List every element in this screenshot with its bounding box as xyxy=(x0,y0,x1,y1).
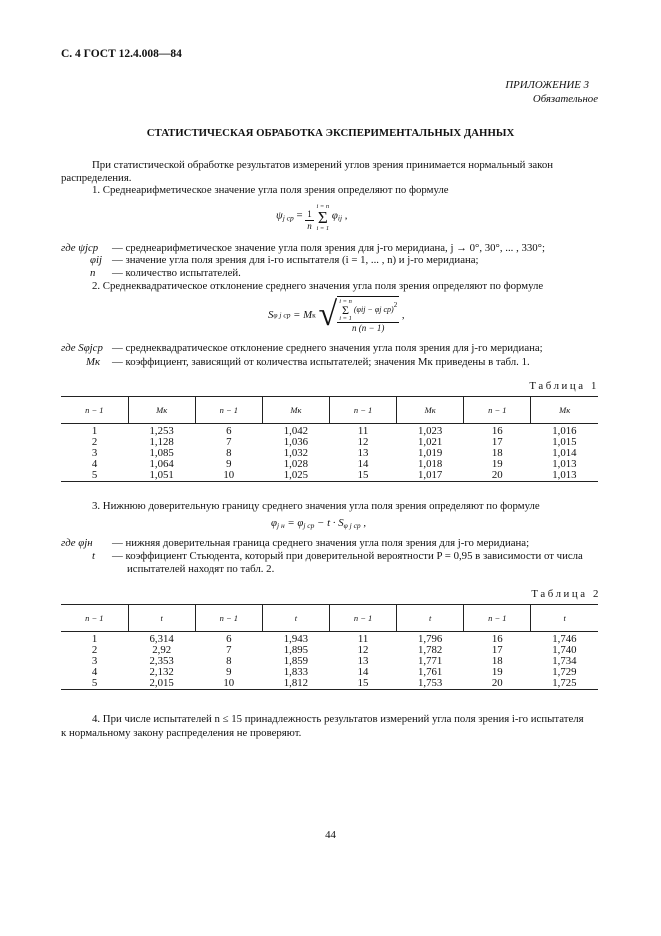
table-cell: 1,085 xyxy=(149,447,174,459)
table-cell: 1,036 xyxy=(283,436,309,448)
table-cell: 1,025 xyxy=(262,470,329,482)
where-symbol: φij xyxy=(90,254,102,266)
table-header-row xyxy=(61,605,598,632)
where-desc: значение угла поля зрения для i-го испытателя (i = 1, ... , n) и j-го меридиана; xyxy=(125,254,479,266)
table-cell: 2 xyxy=(91,644,98,656)
item-3-where-3 xyxy=(127,563,274,575)
table-row xyxy=(61,448,598,459)
table-row xyxy=(61,437,598,448)
where-symbol: n xyxy=(90,267,96,279)
table-cell: 6 xyxy=(226,633,232,645)
where-dash: — xyxy=(112,267,123,279)
table-cell: 8 xyxy=(226,655,232,667)
table-cell: 1,016 xyxy=(552,425,577,437)
table-header-cell: Mк xyxy=(531,397,598,424)
table-cell: 13 xyxy=(357,447,369,459)
table-cell: 6 xyxy=(226,425,232,437)
table-cell: 18 xyxy=(491,655,503,667)
table-header-cell: n − 1 xyxy=(330,397,397,424)
table-row xyxy=(61,645,598,656)
table-cell: 1,895 xyxy=(283,644,309,656)
where-desc: испытателей находят по табл. 2. xyxy=(127,563,275,575)
table-row xyxy=(61,632,598,646)
table-cell: 1,015 xyxy=(552,436,577,448)
formula-std-denominator: n (n − 1) xyxy=(352,323,385,333)
table-cell: 17 xyxy=(491,644,503,656)
table-cell: 1,023 xyxy=(418,425,443,437)
table-header-cell: Mк xyxy=(397,397,464,424)
item-3-where-1 xyxy=(61,537,529,549)
table-cell: 4 xyxy=(91,666,98,678)
table-row xyxy=(61,424,598,438)
table-cell: 20 xyxy=(464,470,531,482)
formula-mean-frac-num: 1 xyxy=(307,208,312,219)
item-3-where-2 xyxy=(92,550,583,562)
table-header-cell: n − 1 xyxy=(195,397,262,424)
item-4-line-1: 4. При числе испытателей n ≤ 15 принадлежность результатов измерений угла поля зрения i-го испытателя xyxy=(92,713,584,725)
table-header-cell: t xyxy=(128,605,195,632)
table-cell: 16 xyxy=(491,633,503,645)
table-1-caption: Таблица 1 xyxy=(529,380,599,392)
formula-mean-frac-den: n xyxy=(307,220,312,231)
formula-lb-eq: = φ xyxy=(287,517,304,529)
item-2-where-2 xyxy=(86,356,530,368)
table-cell: 1,021 xyxy=(418,436,443,448)
table-cell: 7 xyxy=(226,644,232,656)
where-symbol: где ψjср xyxy=(61,242,99,254)
where-symbol: Mк xyxy=(86,356,101,368)
intro-line-1: При статистической обработке результатов измерений углов зрения принимается нормальный закон xyxy=(92,159,554,171)
table-cell: 1,064 xyxy=(149,458,174,470)
table-cell: 1,032 xyxy=(283,447,309,459)
formula-mean-term-sub: ij xyxy=(337,213,343,223)
page-reference: С. 4 ГОСТ 12.4.008—84 xyxy=(61,48,182,60)
formula-lower-bound xyxy=(271,517,366,530)
table-header-cell: t xyxy=(531,605,598,632)
where-desc: нижняя доверительная граница среднего значения угла поля зрения для j-го меридиана; xyxy=(125,537,530,549)
table-row xyxy=(61,470,598,482)
table-cell: 1,943 xyxy=(283,633,309,645)
table-header-cell: n − 1 xyxy=(330,605,397,632)
table-header-cell: n − 1 xyxy=(61,397,128,424)
formula-lb-s-sub: φ j ср xyxy=(343,521,361,530)
table-cell: 1,753 xyxy=(397,678,464,690)
where-desc: количество испытателей. xyxy=(125,267,241,279)
table-cell: 16 xyxy=(491,425,503,437)
where-dash: — xyxy=(112,342,123,354)
table-cell: 3 xyxy=(91,655,98,667)
table-header-cell: t xyxy=(262,605,329,632)
formula-std-lhs: S xyxy=(268,309,274,321)
table-cell: 1,253 xyxy=(149,425,174,437)
table-cell: 1,019 xyxy=(418,447,443,459)
table-cell: 1,761 xyxy=(418,666,443,678)
where-dash: — xyxy=(112,550,123,562)
table-cell: 1,859 xyxy=(283,655,309,667)
formula-mean-sum-sign: Σ xyxy=(317,208,328,227)
formula-mean-sum-bottom: i = 1 xyxy=(316,225,330,232)
where-desc: среднеквадратическое отклонение среднего значения угла поля зрения для j-го меридиана; xyxy=(125,342,543,354)
table-cell: 1,771 xyxy=(418,655,443,667)
where-symbol: t xyxy=(92,550,95,562)
table-cell: 1,729 xyxy=(552,666,577,678)
table-cell: 10 xyxy=(195,470,262,482)
where-dash: — xyxy=(112,537,123,549)
where-symbol: где Sφjср xyxy=(61,342,103,354)
table-cell: 2,132 xyxy=(149,666,174,678)
table-cell: 6,314 xyxy=(149,633,174,645)
table-cell: 4 xyxy=(91,458,98,470)
table-cell: 5 xyxy=(61,470,128,482)
table-cell: 13 xyxy=(357,655,369,667)
table-cell: 1,128 xyxy=(149,436,174,448)
table-cell: 2,015 xyxy=(128,678,195,690)
table-cell: 1,017 xyxy=(397,470,464,482)
table-header-cell: n − 1 xyxy=(464,397,531,424)
table-cell: 2,92 xyxy=(152,644,172,656)
where-dash: — xyxy=(112,254,123,266)
table-cell: 10 xyxy=(195,678,262,690)
formula-std-eq: = M xyxy=(293,309,313,321)
formula-lb-minus: − t · xyxy=(317,517,336,529)
table-cell: 12 xyxy=(357,644,369,656)
table-cell: 19 xyxy=(491,666,503,678)
where-desc: коэффициент Стьюдента, который при доверительной вероятности P = 0,95 в зависимости от числа xyxy=(125,550,583,562)
table-cell: 1,013 xyxy=(531,470,598,482)
table-row xyxy=(61,678,598,690)
table-cell: 1,725 xyxy=(531,678,598,690)
table-header-cell: n − 1 xyxy=(61,605,128,632)
table-cell: 8 xyxy=(226,447,232,459)
formula-lb-rhs-sub: j ср xyxy=(303,521,315,530)
table-cell: 20 xyxy=(464,678,531,690)
table-cell: 1,812 xyxy=(262,678,329,690)
appendix-label: ПРИЛОЖЕНИЕ 3 xyxy=(505,79,589,91)
table-cell: 3 xyxy=(91,447,98,459)
table-2-caption: Таблица 2 xyxy=(531,588,601,600)
where-dash: — xyxy=(112,242,123,254)
table-header-cell: n − 1 xyxy=(464,605,531,632)
table-cell: 19 xyxy=(491,458,503,470)
page-number: 44 xyxy=(325,829,336,841)
table-row xyxy=(61,656,598,667)
table-1 xyxy=(61,396,598,482)
item-1-where-3 xyxy=(90,267,241,279)
formula-mean-lhs-sub: j ср xyxy=(282,213,294,223)
table-cell: 2,353 xyxy=(149,655,174,667)
table-cell: 14 xyxy=(357,458,369,470)
table-cell: 12 xyxy=(357,436,369,448)
table-cell: 5 xyxy=(61,678,128,690)
where-desc: коэффициент, зависящий от количества испытателей; значения Mк приведены в табл. 1. xyxy=(125,356,530,368)
where-dash: — xyxy=(112,356,123,368)
formula-std-numerator: (φij − φj ср) xyxy=(353,304,394,314)
formula-mean-term: φ xyxy=(331,209,338,222)
table-cell: 14 xyxy=(357,666,369,678)
table-cell: 1,796 xyxy=(418,633,443,645)
table-cell: 1,014 xyxy=(552,447,577,459)
table-header-cell: n − 1 xyxy=(195,605,262,632)
table-cell: 1 xyxy=(91,633,98,645)
table-cell: 1,028 xyxy=(283,458,309,470)
table-cell: 1,782 xyxy=(418,644,443,656)
where-desc: среднеарифметическое значение угла поля зрения для j-го меридиана, j → 0°, 30°, ... , 330°; xyxy=(125,242,545,254)
formula-std-sum-top: i = n xyxy=(339,298,352,305)
formula-lb-s: S xyxy=(338,517,344,529)
table-cell: 1,833 xyxy=(283,666,309,678)
intro-line-2: распределения. xyxy=(61,172,132,184)
formula-std-numerator-sup: 2 xyxy=(393,300,398,309)
table-cell: 1,746 xyxy=(552,633,577,645)
table-cell: 1,734 xyxy=(552,655,577,667)
table-header-cell: Mк xyxy=(128,397,195,424)
formula-std-m-sub: к xyxy=(312,310,316,320)
formula-mean-tail: , xyxy=(344,209,348,222)
table-cell: 1,051 xyxy=(128,470,195,482)
formula-mean xyxy=(276,199,347,233)
table-row xyxy=(61,459,598,470)
table-header-cell: t xyxy=(397,605,464,632)
table-cell: 1,042 xyxy=(283,425,309,437)
table-cell: 15 xyxy=(330,470,397,482)
formula-mean-eq: = xyxy=(296,209,303,222)
formula-lb-lhs: φ xyxy=(271,517,277,529)
item-4-line-2: к нормальному закону распределения не проверяют. xyxy=(61,727,302,739)
table-header-cell: Mк xyxy=(262,397,329,424)
formula-std-sum-sign: Σ xyxy=(342,303,350,317)
table-cell: 1,018 xyxy=(418,458,443,470)
table-header-row xyxy=(61,397,598,424)
table-cell: 11 xyxy=(357,425,369,437)
table-cell: 9 xyxy=(226,458,232,470)
item-2-text: 2. Среднеквадратическое отклонение среднего значения угла поля зрения определяют по формуле xyxy=(92,280,544,292)
formula-std-sum-bottom: i = 1 xyxy=(339,315,352,322)
item-2-where-1 xyxy=(61,342,543,354)
table-cell: 1 xyxy=(91,425,98,437)
table-cell: 1,013 xyxy=(552,458,577,470)
item-1-where-1 xyxy=(61,242,545,254)
table-cell: 15 xyxy=(330,678,397,690)
table-cell: 18 xyxy=(491,447,503,459)
formula-mean-lhs: ψ xyxy=(276,209,283,222)
table-cell: 7 xyxy=(226,436,232,448)
page-title: СТАТИСТИЧЕСКАЯ ОБРАБОТКА ЭКСПЕРИМЕНТАЛЬНЫХ ДАННЫХ xyxy=(146,127,515,139)
formula-mean-sum-top: i = n xyxy=(316,203,330,210)
table-cell: 11 xyxy=(357,633,369,645)
item-1-text: 1. Среднеарифметическое значение угла поля зрения определяют по формуле xyxy=(92,184,449,196)
formula-lb-lhs-sub: j н xyxy=(276,521,285,530)
formula-std-lhs-sub: φ j ср xyxy=(273,310,291,320)
sqrt-icon: √ xyxy=(318,296,338,333)
formula-std-tail: , xyxy=(401,309,405,321)
table-cell: 9 xyxy=(226,666,232,678)
table-row xyxy=(61,667,598,678)
where-symbol: где φjн xyxy=(61,537,93,549)
item-1-where-2 xyxy=(90,254,479,266)
item-3-text: 3. Нижнюю доверительную границу среднего значения угла поля зрения определяют по формуле xyxy=(92,500,540,512)
table-cell: 1,740 xyxy=(552,644,577,656)
formula-std xyxy=(268,296,405,334)
formula-lb-tail: , xyxy=(363,517,367,529)
table-cell: 2 xyxy=(91,436,98,448)
table-2 xyxy=(61,604,598,690)
table-cell: 17 xyxy=(491,436,503,448)
appendix-status: Обязательное xyxy=(532,93,598,105)
